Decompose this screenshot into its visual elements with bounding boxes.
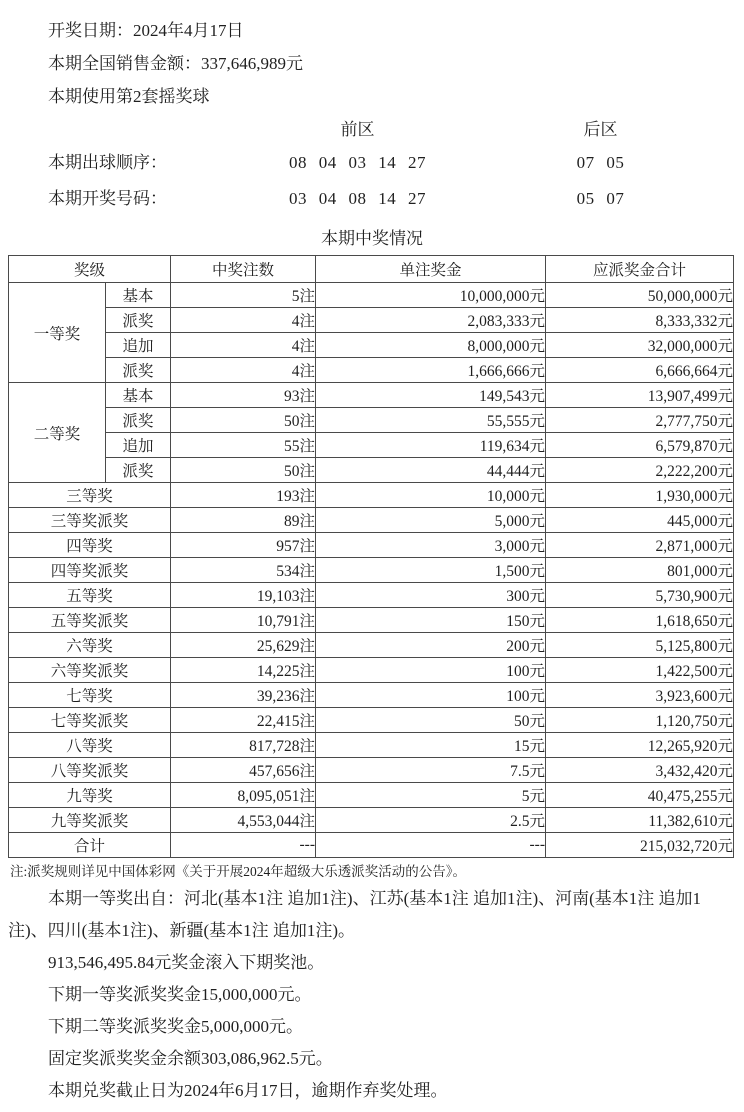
level-column-header: 奖级 [9, 256, 171, 283]
single-prize-cell: 2.5元 [316, 808, 546, 833]
prize-table-row [9, 508, 734, 533]
prize-table-row [9, 358, 734, 383]
prize-level-cell: 八等奖 [9, 733, 171, 758]
prize-table-row [9, 633, 734, 658]
single-prize-cell: 100元 [316, 683, 546, 708]
rollover-paragraph: 913,546,495.84元奖金滚入下期奖池。 [48, 953, 325, 972]
prize-table-row [9, 533, 734, 558]
prize-level-cell: 八等奖派奖 [9, 758, 171, 783]
prize-table-row [9, 658, 734, 683]
prize-level-cell: 四等奖派奖 [9, 558, 171, 583]
total-prize-cell: 2,222,200元 [546, 458, 734, 483]
bet-count-cell: 50注 [171, 458, 316, 483]
total-prize-cell: 1,120,750元 [546, 708, 734, 733]
prize-subtype-cell: 派奖 [106, 358, 171, 383]
prize-table-row [9, 608, 734, 633]
single-prize-cell: 119,634元 [316, 433, 546, 458]
single-prize-cell: 1,666,666元 [316, 358, 546, 383]
single-prize-cell: 200元 [316, 633, 546, 658]
prize-table-body [9, 283, 734, 858]
total-prize-cell: 50,000,000元 [546, 283, 734, 308]
prize-table-row [9, 683, 734, 708]
prize-table-row [9, 458, 734, 483]
total-prize-cell: 2,777,750元 [546, 408, 734, 433]
single-prize-cell: 7.5元 [316, 758, 546, 783]
prize-level-cell: 三等奖派奖 [9, 508, 171, 533]
prize-level-cell: 七等奖 [9, 683, 171, 708]
front-zone-label: 前区 [340, 120, 375, 139]
total-prize-cell: 445,000元 [546, 508, 734, 533]
prize-level-cell: 四等奖 [9, 533, 171, 558]
total-prize-cell: 12,265,920元 [546, 733, 734, 758]
bet-count-cell: 55注 [171, 433, 316, 458]
total-prize-cell: 3,432,420元 [546, 758, 734, 783]
bet-count-cell: 5注 [171, 283, 316, 308]
draw-order-label: 本期出球顺序： [48, 153, 167, 172]
prize-level-cell: 三等奖 [9, 483, 171, 508]
prize-table-row [9, 808, 734, 833]
prize-subtype-cell: 追加 [106, 433, 171, 458]
single-prize-cell: 3,000元 [316, 533, 546, 558]
bet-count-cell: --- [171, 833, 316, 858]
bet-count-cell: 39,236注 [171, 683, 316, 708]
bet-count-cell: 4,553,044注 [171, 808, 316, 833]
bet-count-cell: 50注 [171, 408, 316, 433]
bet-count-cell: 4注 [171, 358, 316, 383]
winning-numbers-label: 本期开奖号码： [48, 189, 167, 208]
bet-count-cell: 14,225注 [171, 658, 316, 683]
total-column-header: 应派奖金合计 [546, 256, 734, 283]
prize-table-row [9, 308, 734, 333]
bet-count-cell: 193注 [171, 483, 316, 508]
total-prize-cell: 5,730,900元 [546, 583, 734, 608]
total-prize-cell: 3,923,600元 [546, 683, 734, 708]
prize-level-cell: 二等奖 [9, 383, 106, 483]
single-prize-cell: 55,555元 [316, 408, 546, 433]
single-prize-cell: 10,000元 [316, 483, 546, 508]
bet-count-cell: 93注 [171, 383, 316, 408]
bet-count-cell: 25,629注 [171, 633, 316, 658]
bet-count-cell: 817,728注 [171, 733, 316, 758]
prize-level-cell: 九等奖 [9, 783, 171, 808]
count-column-header: 中奖注数 [171, 256, 316, 283]
zone-header-spacer [0, 115, 250, 145]
total-prize-cell: 1,618,650元 [546, 608, 734, 633]
draw-order-back-numbers: 07 05 [576, 153, 625, 172]
prize-subtype-cell: 派奖 [106, 308, 171, 333]
prize-level-cell: 五等奖 [9, 583, 171, 608]
single-prize-cell: 149,543元 [316, 383, 546, 408]
single-prize-cell: 8,000,000元 [316, 333, 546, 358]
first-prize-origin-paragraph: 本期一等奖出自：河北(基本1注 追加1注)、江苏(基本1注 追加1注)、河南(基本1注 追加1注)、四川(基本1注)、新疆(基本1注 追加1注)。 [8, 889, 702, 940]
total-prize-cell: 40,475,255元 [546, 783, 734, 808]
bet-count-cell: 4注 [171, 308, 316, 333]
prize-level-cell: 六等奖 [9, 633, 171, 658]
prize-table-header-row [9, 256, 734, 283]
total-prize-cell: 1,422,500元 [546, 658, 734, 683]
bet-count-cell: 457,656注 [171, 758, 316, 783]
single-prize-cell: 10,000,000元 [316, 283, 546, 308]
prize-subtype-cell: 基本 [106, 383, 171, 408]
prize-table-row [9, 433, 734, 458]
prize-level-cell: 九等奖派奖 [9, 808, 171, 833]
prize-table-total-row [9, 833, 734, 858]
next-first-prize-bonus-paragraph: 下期一等奖派奖奖金15,000,000元。 [48, 985, 312, 1004]
prize-level-cell: 七等奖派奖 [9, 708, 171, 733]
footnote: 注:派奖规则详见中国体彩网《关于开展2024年超级大乐透派奖活动的公告》。 [10, 864, 466, 879]
total-prize-cell: 6,666,664元 [546, 358, 734, 383]
single-prize-cell: 5元 [316, 783, 546, 808]
total-prize-cell: 32,000,000元 [546, 333, 734, 358]
total-prize-cell: 13,907,499元 [546, 383, 734, 408]
prize-table [8, 255, 734, 858]
single-prize-cell: 150元 [316, 608, 546, 633]
total-prize-cell: 1,930,000元 [546, 483, 734, 508]
prize-level-cell: 六等奖派奖 [9, 658, 171, 683]
prize-subtype-cell: 追加 [106, 333, 171, 358]
prize-table-row [9, 408, 734, 433]
bet-count-cell: 4注 [171, 333, 316, 358]
single-prize-cell: 1,500元 [316, 558, 546, 583]
single-prize-cell: 5,000元 [316, 508, 546, 533]
bet-count-cell: 89注 [171, 508, 316, 533]
next-second-prize-bonus-paragraph: 下期二等奖派奖奖金5,000,000元。 [48, 1017, 303, 1036]
single-prize-cell: 300元 [316, 583, 546, 608]
winning-numbers-row [0, 181, 744, 217]
ball-set-line: 本期使用第2套摇奖球 [48, 87, 210, 106]
prize-subtype-cell: 派奖 [106, 408, 171, 433]
winning-front-numbers: 03 04 08 14 27 [289, 189, 426, 208]
draw-order-row [0, 145, 744, 181]
single-prize-cell: 15元 [316, 733, 546, 758]
total-prize-cell: 2,871,000元 [546, 533, 734, 558]
single-prize-cell: --- [316, 833, 546, 858]
prize-table-row [9, 558, 734, 583]
closing-paragraphs [8, 883, 736, 1107]
prize-level-cell: 五等奖派奖 [9, 608, 171, 633]
prize-subtype-cell: 基本 [106, 283, 171, 308]
prize-table-row [9, 783, 734, 808]
winning-back-numbers: 05 07 [576, 189, 625, 208]
header-info [0, 0, 744, 113]
total-label-cell: 合计 [9, 833, 171, 858]
prize-level-cell: 一等奖 [9, 283, 106, 383]
zone-header-row [0, 115, 744, 145]
total-prize-cell: 215,032,720元 [546, 833, 734, 858]
sales-amount-line: 本期全国销售金额：337,646,989元 [48, 54, 303, 73]
total-prize-cell: 5,125,800元 [546, 633, 734, 658]
single-prize-cell: 100元 [316, 658, 546, 683]
draw-order-front-numbers: 08 04 03 14 27 [289, 153, 426, 172]
bet-count-cell: 10,791注 [171, 608, 316, 633]
prize-column-header: 单注奖金 [316, 256, 546, 283]
total-prize-cell: 6,579,870元 [546, 433, 734, 458]
fixed-prize-balance-paragraph: 固定奖派奖奖金余额303,086,962.5元。 [48, 1049, 333, 1068]
draw-date-line: 开奖日期：2024年4月17日 [48, 21, 244, 40]
prize-subtype-cell: 派奖 [106, 458, 171, 483]
bet-count-cell: 534注 [171, 558, 316, 583]
bet-count-cell: 22,415注 [171, 708, 316, 733]
bet-count-cell: 957注 [171, 533, 316, 558]
prize-table-title: 本期中奖情况 [321, 229, 423, 248]
redemption-deadline-paragraph: 本期兑奖截止日为2024年6月17日，逾期作弃奖处理。 [48, 1081, 448, 1100]
prize-table-row [9, 583, 734, 608]
single-prize-cell: 50元 [316, 708, 546, 733]
prize-table-row [9, 333, 734, 358]
prize-table-row [9, 483, 734, 508]
back-zone-label: 后区 [583, 120, 618, 139]
total-prize-cell: 11,382,610元 [546, 808, 734, 833]
prize-table-row [9, 383, 734, 408]
bet-count-cell: 8,095,051注 [171, 783, 316, 808]
prize-table-row [9, 283, 734, 308]
prize-table-row [9, 758, 734, 783]
single-prize-cell: 44,444元 [316, 458, 546, 483]
total-prize-cell: 8,333,332元 [546, 308, 734, 333]
prize-table-row [9, 708, 734, 733]
bet-count-cell: 19,103注 [171, 583, 316, 608]
total-prize-cell: 801,000元 [546, 558, 734, 583]
single-prize-cell: 2,083,333元 [316, 308, 546, 333]
prize-table-row [9, 733, 734, 758]
